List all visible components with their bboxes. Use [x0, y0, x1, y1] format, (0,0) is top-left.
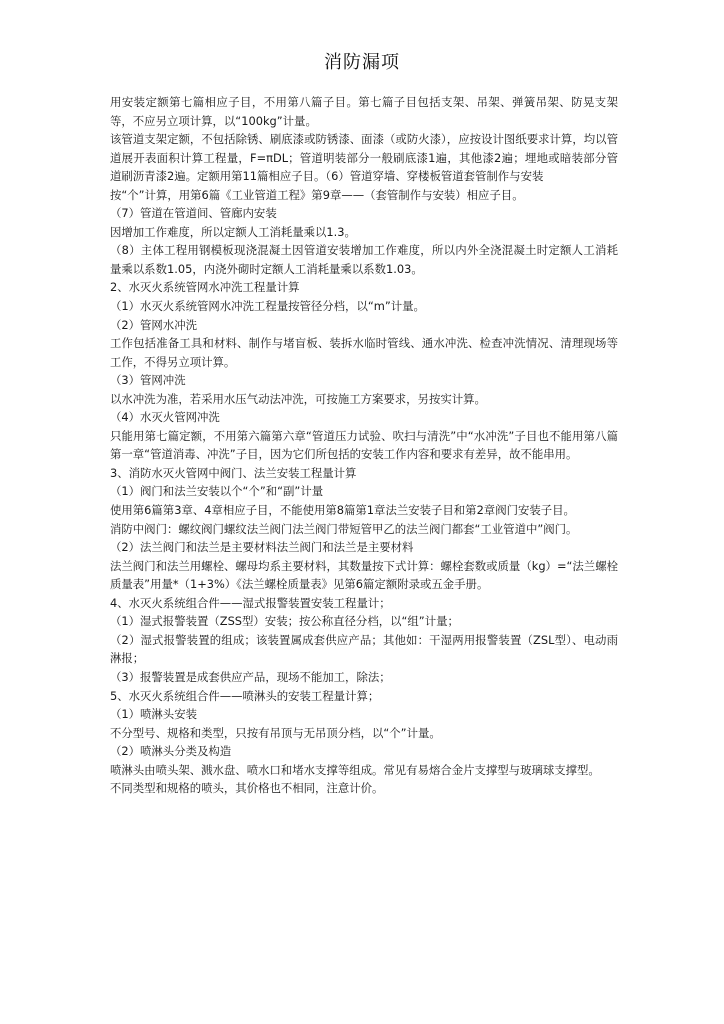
section-heading: 3、消防水灭火管网中阀门、法兰安装工程量计算 — [110, 465, 357, 480]
paragraph: 以水冲洗为准，若采用水压气动法冲洗，可按施工方案要求，另按实计算。 — [110, 391, 486, 406]
paragraph: 消防中阀门：螺纹阀门螺纹法兰阀门法兰阀门带短管甲乙的法兰阀门都套“工业管道中”阀门。 — [110, 521, 578, 536]
paragraph: （3）报警装置是成套供应产品，现场不能加工，除法； — [110, 669, 391, 684]
document-body — [110, 93, 618, 798]
paragraph: 工作包括准备工具和材料、制作与堵盲板、装拆水临时管线、通水冲洗、检查冲洗情况、清理现场等工作，不得另立项计算。 — [110, 336, 618, 369]
section-heading: 4、水灭火系统组合件——湿式报警装置安装工程量计； — [110, 595, 391, 610]
paragraph: 用安装定额第七篇相应子目，不用第八篇子目。第七篇子目包括支架、吊架、弹簧吊架、防晃支架等，不应另立项计算，以“100kg”计量。 — [110, 95, 618, 128]
paragraph: （4）水灭火管网冲洗 — [110, 410, 220, 425]
paragraph: 使用第6篇第3章、4章相应子目，不能使用第8篇第1章法兰安装子目和第2章阀门安装子目。 — [110, 503, 575, 518]
paragraph: （2）喷淋头分类及构造 — [110, 744, 232, 759]
paragraph: 只能用第七篇定额，不用第六篇第六章“管道压力试验、吹扫与清洗”中“水冲洗”子目也不能用第八篇第一章“管道消毒、冲洗”子目，因为它们所包括的安装工作内容和要求有差异，故不能串用。 — [110, 428, 618, 462]
paragraph: （1）阀门和法兰安装以个“个”和“副”计量 — [110, 484, 324, 499]
paragraph: （7）管道在管道间、管廊内安装 — [110, 206, 277, 221]
paragraph: （1）湿式报警装置（ZSS型）安装；按公称直径分档，以“组”计量； — [110, 614, 459, 629]
section-heading: 2、水灭火系统管网水冲洗工程量计算 — [110, 280, 300, 295]
paragraph: （1）水灭火系统管网水冲洗工程量按管径分档，以“m”计量。 — [110, 299, 425, 314]
paragraph: 喷淋头由喷头架、溅水盘、喷水口和堵水支撑等组成。常见有易熔合金片支撑型与玻璃球支撑型。 — [110, 762, 600, 777]
page-title: 消防漏项 — [324, 52, 400, 73]
paragraph: （2）湿式报警装置的组成；该装置属成套供应产品；其他如：干湿两用报警装置（ZSL型）、电动雨淋报； — [110, 632, 618, 666]
paragraph: （1）喷淋头安装 — [110, 707, 197, 722]
paragraph: 因增加工作难度，所以定额人工消耗量乘以1.3。 — [110, 224, 356, 239]
paragraph: 该管道支架定额，不包括除锈、刷底漆或防锈漆、面漆（或防火漆），应按设计图纸要求计算，均以管道展开表面积计算工程量，F=πDL；管道明装部分一般刷底漆1遍，其他漆2遍；埋地或暗装部分管道刷沥青漆2遍。定额用第11篇相应子目。（6）管道穿墙、穿楼板管道套管制作与安装 — [110, 132, 618, 184]
paragraph: （2）管网水冲洗 — [110, 317, 197, 332]
paragraph: 不同类型和规格的喷头，其价格也不相同，注意计价。 — [110, 781, 384, 796]
paragraph: 法兰阀门和法兰用螺栓、螺母均系主要材料，其数量按下式计算：螺栓套数或质量（kg）=“法兰螺栓质量表”用量*（1+3%）《法兰螺栓质量表》见第6篇定额附录或五金手册。 — [110, 558, 618, 592]
paragraph: 不分型号、规格和类型，只按有吊顶与无吊顶分档，以“个”计量。 — [110, 725, 441, 740]
section-heading: 5、水灭火系统组合件——喷淋头的安装工程量计算； — [110, 688, 380, 703]
paragraph: （8）主体工程用钢模板现浇混凝土因管道安装增加工作难度，所以内外全浇混凝土时定额人工消耗量乘以系数1.05，内浇外砌时定额人工消耗量乘以系数1.03。 — [110, 243, 618, 276]
paragraph: 按“个”计算，用第6篇《工业管道工程》第9章——（套管制作与安装）相应子目。 — [110, 187, 524, 202]
paragraph: （2）法兰阀门和法兰是主要材料法兰阀门和法兰是主要材料 — [110, 540, 414, 555]
paragraph: （3）管网冲洗 — [110, 373, 186, 388]
